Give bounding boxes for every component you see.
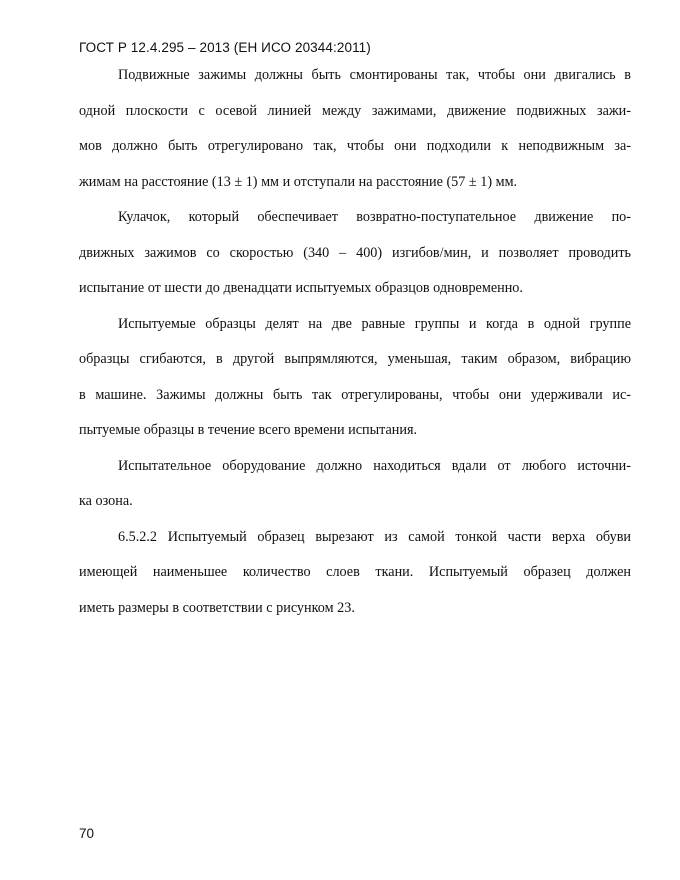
text-line: мов должно быть отрегулировано так, чтобы они подходили к неподвижным за- <box>79 138 631 154</box>
text-line: ка озона. <box>79 493 133 509</box>
paragraph-ozone <box>79 449 631 520</box>
text-line: испытание от шести до двенадцати испытуемых образцов одновременно. <box>79 280 523 296</box>
document-header: ГОСТ Р 12.4.295 – 2013 (ЕН ИСО 20344:2011) <box>79 40 371 55</box>
text-line: пытуемые образцы в течение всего времени испытания. <box>79 422 418 438</box>
paragraph-sample-groups <box>79 307 631 449</box>
page-number: 70 <box>79 826 95 841</box>
text-line: иметь размеры в соответствии с рисунком 23. <box>79 599 355 616</box>
document-body <box>79 58 631 626</box>
text-line: Испытательное оборудование должно находиться вдали от любого источни- <box>118 457 631 474</box>
text-line: Подвижные зажимы должны быть смонтированы так, чтобы они двигались в <box>118 67 631 83</box>
paragraph-section-6-5-2-2 <box>79 520 631 627</box>
text-line: имеющей наименьшее количество слоев ткани. Испытуемый образец должен <box>79 564 631 580</box>
text-line: Испытуемые образцы делят на две равные группы и когда в одной группе <box>118 315 631 332</box>
text-line: Кулачок, который обеспечивает возвратно-поступательное движение по- <box>118 209 631 225</box>
text-line: одной плоскости с осевой линией между зажимами, движение подвижных зажи- <box>79 102 631 119</box>
text-line: в машине. Зажимы должны быть так отрегулированы, чтобы они удерживали ис- <box>79 386 631 403</box>
text-line: движных зажимов со скоростью (340 – 400) изгибов/мин, и позволяет проводить <box>79 244 631 261</box>
paragraph-cam <box>79 200 631 307</box>
text-line: 6.5.2.2 Испытуемый образец вырезают из самой тонкой части верха обуви <box>118 528 631 545</box>
paragraph-movable-clamps <box>79 58 631 200</box>
text-line: образцы сгибаются, в другой выпрямляются, уменьшая, таким образом, вибрацию <box>79 351 631 367</box>
text-line: жимам на расстояние (13 ± 1) мм и отступали на расстояние (57 ± 1) мм. <box>79 173 518 190</box>
